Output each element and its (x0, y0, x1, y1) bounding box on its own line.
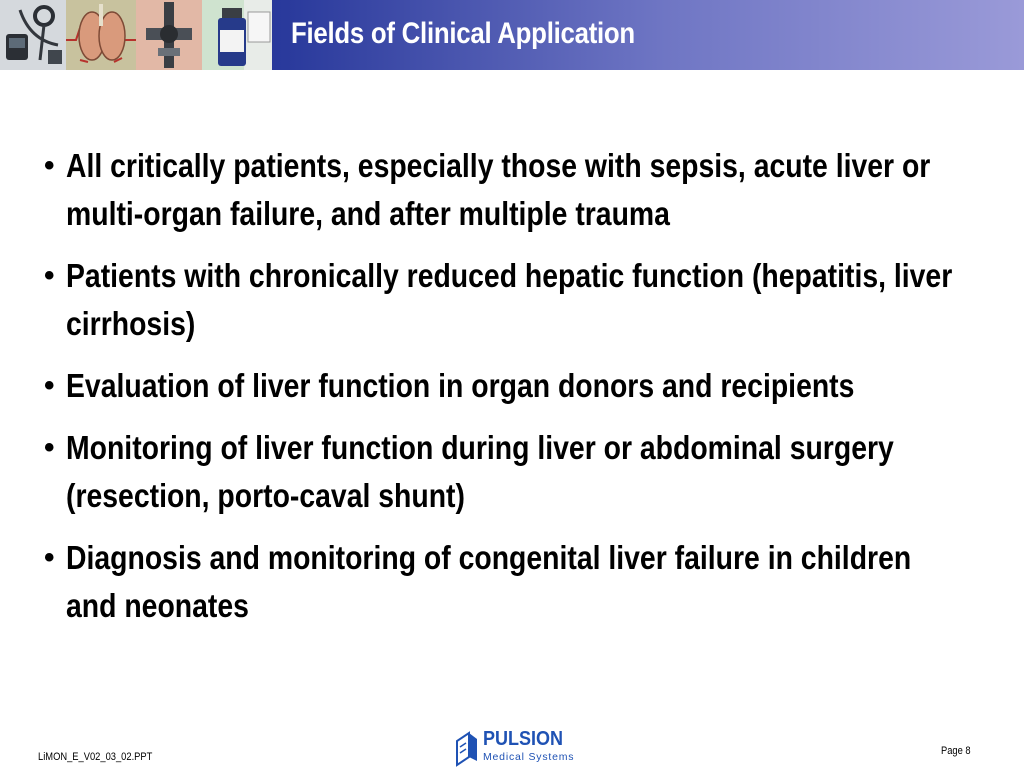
header-thumbnails (0, 0, 272, 70)
bullet-text: Patients with chronically reduced hepatic function (hepatitis, liver cirrhosis) (66, 257, 953, 342)
medicine-vial-image-icon (202, 0, 272, 70)
bullet-item (44, 142, 1024, 238)
bullet-dot: • (44, 541, 55, 574)
bullet-item (44, 362, 1024, 410)
bullet-item (44, 252, 1024, 348)
bullet-text: Monitoring of liver function during liver or abdominal surgery (resection, porto-caval shunt) (66, 429, 894, 514)
bullet-list (44, 142, 1024, 644)
lungs-xray-image-icon (66, 0, 136, 70)
page-number: Page 8 (941, 745, 971, 757)
bullet-text: Diagnosis and monitoring of congenital liver failure in children and neonates (66, 539, 912, 624)
footer-file-name: LiMON_E_V02_03_02.PPT (38, 751, 153, 763)
bullet-item (44, 424, 1024, 520)
slide-title: Fields of Clinical Application (291, 17, 635, 50)
bullet-dot: • (44, 369, 55, 402)
bullet-dot: • (44, 431, 55, 464)
pulsion-logo-icon (454, 731, 480, 767)
header-bar (0, 0, 1024, 70)
bullet-dot: • (44, 259, 55, 292)
logo-name: PULSION (483, 728, 564, 750)
stopcock-valve-image-icon (136, 0, 202, 70)
bullet-text: All critically patients, especially those with sepsis, acute liver or multi-organ failure, and after multiple trauma (66, 147, 931, 232)
bullet-item (44, 534, 1024, 630)
bullet-dot: • (44, 149, 55, 182)
medical-devices-image-icon (0, 0, 66, 70)
bullet-text: Evaluation of liver function in organ donors and recipients (66, 367, 855, 404)
logo-subtitle: Medical Systems (483, 751, 575, 763)
pulsion-logo (454, 728, 584, 768)
